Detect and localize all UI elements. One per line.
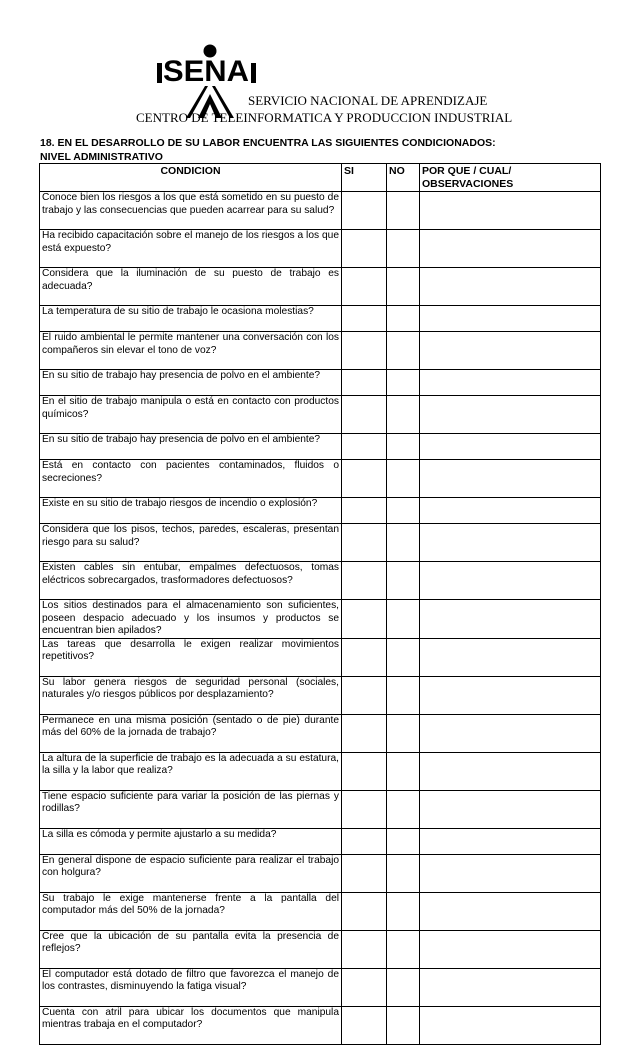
table-row xyxy=(40,434,601,460)
condition-cell: En el sitio de trabajo manipula o está en contacto con productos químicos? xyxy=(40,396,342,434)
table-row xyxy=(40,892,601,930)
institution-title: SERVICIO NACIONAL DE APRENDIZAJE xyxy=(248,93,488,108)
no-cell[interactable] xyxy=(387,714,420,752)
condition-cell: Considera que los pisos, techos, paredes, escaleras, presentan riesgo para su salud? xyxy=(40,524,342,562)
no-cell[interactable] xyxy=(387,396,420,434)
condition-cell: Su labor genera riesgos de seguridad personal (sociales, naturales y/o riesgos públicos por desplazamiento? xyxy=(40,676,342,714)
table-row xyxy=(40,930,601,968)
no-cell[interactable] xyxy=(387,752,420,790)
observations-cell[interactable] xyxy=(420,192,601,230)
yes-cell[interactable] xyxy=(342,230,387,268)
question-heading: 18. EN EL DESARROLLO DE SU LABOR ENCUENTRA LAS SIGUIENTES CONDICIONADOS: xyxy=(40,137,496,149)
table-row xyxy=(40,790,601,828)
condition-cell: En su sitio de trabajo hay presencia de polvo en el ambiente? xyxy=(40,434,342,460)
table-row xyxy=(40,752,601,790)
condition-cell: Existe en su sitio de trabajo riesgos de incendio o explosión? xyxy=(40,498,342,524)
condition-cell: Considera que la iluminación de su puesto de trabajo es adecuada? xyxy=(40,268,342,306)
condition-cell: La altura de la superficie de trabajo es la adecuada a su estatura, la silla y la labor que realiza? xyxy=(40,752,342,790)
observations-cell[interactable] xyxy=(420,1006,601,1044)
no-cell[interactable] xyxy=(387,192,420,230)
yes-cell[interactable] xyxy=(342,638,387,676)
no-cell[interactable] xyxy=(387,230,420,268)
table-row xyxy=(40,396,601,434)
observations-cell[interactable] xyxy=(420,524,601,562)
observations-cell[interactable] xyxy=(420,434,601,460)
observations-cell[interactable] xyxy=(420,714,601,752)
no-cell[interactable] xyxy=(387,562,420,600)
yes-cell[interactable] xyxy=(342,828,387,854)
column-header-no: NO xyxy=(387,164,420,192)
table-row xyxy=(40,968,601,1006)
observations-cell[interactable] xyxy=(420,828,601,854)
yes-cell[interactable] xyxy=(342,790,387,828)
condition-cell: Permanece en una misma posición (sentado o de pie) durante más del 60% de la jornada de trabajo? xyxy=(40,714,342,752)
table-row xyxy=(40,460,601,498)
observations-cell[interactable] xyxy=(420,752,601,790)
no-cell[interactable] xyxy=(387,676,420,714)
observations-cell[interactable] xyxy=(420,230,601,268)
no-cell[interactable] xyxy=(387,790,420,828)
no-cell[interactable] xyxy=(387,1006,420,1044)
conditions-table xyxy=(39,163,601,1045)
no-cell[interactable] xyxy=(387,370,420,396)
table-row xyxy=(40,332,601,370)
no-cell[interactable] xyxy=(387,854,420,892)
no-cell[interactable] xyxy=(387,460,420,498)
condition-cell: El ruido ambiental le permite mantener una conversación con los compañeros sin elevar el tono de voz? xyxy=(40,332,342,370)
yes-cell[interactable] xyxy=(342,1006,387,1044)
condition-cell: La temperatura de su sitio de trabajo le ocasiona molestias? xyxy=(40,306,342,332)
no-cell[interactable] xyxy=(387,930,420,968)
yes-cell[interactable] xyxy=(342,370,387,396)
observations-cell[interactable] xyxy=(420,460,601,498)
column-header-observations: POR QUE / CUAL/ OBSERVACIONES xyxy=(420,164,601,192)
yes-cell[interactable] xyxy=(342,676,387,714)
table-row xyxy=(40,676,601,714)
yes-cell[interactable] xyxy=(342,306,387,332)
condition-cell: Cree que la ubicación de su pantalla evita la presencia de reflejos? xyxy=(40,930,342,968)
condition-cell: Las tareas que desarrolla le exigen realizar movimientos repetitivos? xyxy=(40,638,342,676)
table-row xyxy=(40,1006,601,1044)
yes-cell[interactable] xyxy=(342,930,387,968)
observations-cell[interactable] xyxy=(420,676,601,714)
condition-cell: Su trabajo le exige mantenerse frente a la pantalla del computador más del 50% de la jornada? xyxy=(40,892,342,930)
condition-cell: Está en contacto con pacientes contaminados, fluidos o secreciones? xyxy=(40,460,342,498)
table-header-row xyxy=(40,164,601,192)
condition-cell: En general dispone de espacio suficiente para realizar el trabajo con holgura? xyxy=(40,854,342,892)
observations-cell[interactable] xyxy=(420,332,601,370)
no-cell[interactable] xyxy=(387,638,420,676)
no-cell[interactable] xyxy=(387,332,420,370)
no-cell[interactable] xyxy=(387,968,420,1006)
table-row xyxy=(40,192,601,230)
condition-cell: Cuenta con atril para ubicar los documentos que manipula mientras trabaja en el computador? xyxy=(40,1006,342,1044)
yes-cell[interactable] xyxy=(342,892,387,930)
column-header-condition: CONDICION xyxy=(40,164,342,192)
table-row xyxy=(40,562,601,600)
yes-cell[interactable] xyxy=(342,524,387,562)
observations-cell[interactable] xyxy=(420,396,601,434)
observations-cell[interactable] xyxy=(420,268,601,306)
yes-cell[interactable] xyxy=(342,968,387,1006)
yes-cell[interactable] xyxy=(342,600,387,639)
observations-cell[interactable] xyxy=(420,790,601,828)
table-row xyxy=(40,230,601,268)
yes-cell[interactable] xyxy=(342,498,387,524)
observations-cell[interactable] xyxy=(420,968,601,1006)
yes-cell[interactable] xyxy=(342,268,387,306)
yes-cell[interactable] xyxy=(342,396,387,434)
no-cell[interactable] xyxy=(387,600,420,639)
table-row xyxy=(40,638,601,676)
table-row xyxy=(40,370,601,396)
yes-cell[interactable] xyxy=(342,854,387,892)
question-level: NIVEL ADMINISTRATIVO xyxy=(40,151,163,163)
question-title xyxy=(40,136,496,164)
yes-cell[interactable] xyxy=(342,562,387,600)
table-row xyxy=(40,828,601,854)
no-cell[interactable] xyxy=(387,268,420,306)
yes-cell[interactable] xyxy=(342,714,387,752)
condition-cell: Tiene espacio suficiente para variar la posición de las piernas y rodillas? xyxy=(40,790,342,828)
observations-cell[interactable] xyxy=(420,854,601,892)
condition-cell: Conoce bien los riesgos a los que está sometido en su puesto de trabajo y las consecuencias que pueden acarrear para su salud? xyxy=(40,192,342,230)
table-row xyxy=(40,498,601,524)
table-row xyxy=(40,306,601,332)
condition-cell: En su sitio de trabajo hay presencia de polvo en el ambiente? xyxy=(40,370,342,396)
observations-cell[interactable] xyxy=(420,600,601,639)
table-row xyxy=(40,524,601,562)
observations-cell[interactable] xyxy=(420,370,601,396)
no-cell[interactable] xyxy=(387,828,420,854)
condition-cell: Los sitios destinados para el almacenamiento son suficientes, poseen despacio adecuado y los insumos y productos se encuentran bien apilados? xyxy=(40,600,342,639)
observations-cell[interactable] xyxy=(420,498,601,524)
yes-cell[interactable] xyxy=(342,332,387,370)
column-header-yes: SI xyxy=(342,164,387,192)
observations-cell[interactable] xyxy=(420,638,601,676)
yes-cell[interactable] xyxy=(342,460,387,498)
condition-cell: Existen cables sin entubar, empalmes defectuosos, tomas eléctricos sobrecargados, trasformadores defectuosos? xyxy=(40,562,342,600)
no-cell[interactable] xyxy=(387,498,420,524)
observations-cell[interactable] xyxy=(420,892,601,930)
condition-cell: La silla es cómoda y permite ajustarlo a su medida? xyxy=(40,828,342,854)
table-row xyxy=(40,268,601,306)
no-cell[interactable] xyxy=(387,306,420,332)
yes-cell[interactable] xyxy=(342,192,387,230)
yes-cell[interactable] xyxy=(342,752,387,790)
table-row xyxy=(40,600,601,639)
table-row xyxy=(40,854,601,892)
yes-cell[interactable] xyxy=(342,434,387,460)
observations-cell[interactable] xyxy=(420,306,601,332)
center-title: CENTRO DE TELEINFORMATICA Y PRODUCCION INDUSTRIAL xyxy=(136,110,513,125)
condition-cell: El computador está dotado de filtro que favorezca el manejo de los contrastes, disminuyendo la fatiga visual? xyxy=(40,968,342,1006)
observations-cell[interactable] xyxy=(420,562,601,600)
no-cell[interactable] xyxy=(387,892,420,930)
table-row xyxy=(40,714,601,752)
observations-cell[interactable] xyxy=(420,930,601,968)
no-cell[interactable] xyxy=(387,524,420,562)
logo-wordmark: SENA xyxy=(163,55,249,88)
condition-cell: Ha recibido capacitación sobre el manejo de los riesgos a los que está expuesto? xyxy=(40,230,342,268)
no-cell[interactable] xyxy=(387,434,420,460)
